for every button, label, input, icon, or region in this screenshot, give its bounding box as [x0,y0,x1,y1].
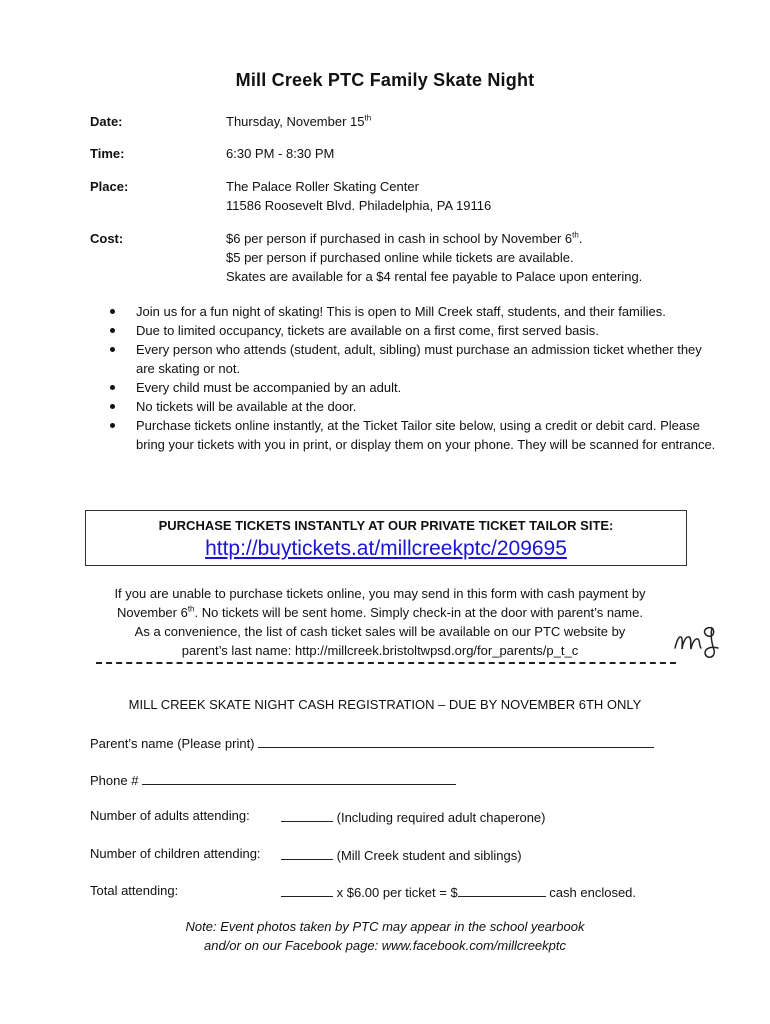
place-address: 11586 Roosevelt Blvd. Philadelphia, PA 19116 [226,198,492,213]
total-count-field[interactable] [281,883,333,897]
cost-skates: Skates are available for a $4 rental fee payable to Palace upon entering. [226,269,643,284]
total-price-text: x $6.00 per ticket = $ [336,885,458,900]
cash-instructions-line: parent’s last name: http://millcreek.bristoltwpsd.org/for_parents/p_t_c [181,643,579,658]
bullet-item: Due to limited occupancy, tickets are available on a first come, first served basis. [136,321,716,340]
cost-online: $5 per person if purchased online while tickets are available. [226,250,574,265]
total-row [281,883,636,900]
adults-count-field[interactable] [281,808,333,822]
ticket-box-heading: PURCHASE TICKETS INSTANTLY AT OUR PRIVATE TICKET TAILOR SITE: [158,518,614,533]
date-value: Thursday, November 15th [226,113,372,129]
bullet-item: Every person who attends (student, adult, sibling) must purchase an admission ticket whether they are skating or not. [136,340,716,378]
cash-instructions-line: If you are unable to purchase tickets online, you may send in this form with cash payment by [114,586,646,601]
date-label: Date: [90,114,123,129]
cash-instructions-line: November 6th. No tickets will be sent home. Simply check-in at the door with parent’s name. [117,604,643,620]
children-count-field[interactable] [281,846,333,860]
bullet-item: Purchase tickets online instantly, at the Ticket Tailor site below, using a credit or debit card. Please bring your tickets with you in print, or display them on your phone. They will be scanned for entrance. [136,418,716,452]
photo-note-line: Note: Event photos taken by PTC may appear in the school yearbook [185,919,585,934]
children-row [281,846,522,863]
parent-name-row [90,734,654,751]
cut-line [96,662,676,664]
time-label: Time: [90,146,125,161]
total-label: Total attending: [90,883,179,898]
adults-note: (Including required adult chaperone) [336,810,546,825]
phone-label: Phone # [90,773,139,788]
info-bullet-list [90,302,716,454]
cash-instructions [80,584,680,660]
cost-cash: $6 per person if purchased in cash in school by November 6th. [226,230,583,246]
adults-label: Number of adults attending: [90,808,250,823]
children-label: Number of children attending: [90,846,261,861]
page-title: Mill Creek PTC Family Skate Night [235,70,535,90]
photo-note-line: and/or on our Facebook page: www.facebook.com/millcreekptc [203,938,567,953]
phone-row [90,771,456,788]
ticket-purchase-box [85,510,687,566]
handwritten-initials [672,618,722,662]
registration-heading: MILL CREEK SKATE NIGHT CASH REGISTRATION – DUE BY NOVEMBER 6TH ONLY [128,697,642,712]
photo-note [0,917,770,955]
bullet-item: Join us for a fun night of skating! This is open to Mill Creek staff, students, and their families. [136,302,716,321]
phone-field[interactable] [142,771,456,785]
children-note: (Mill Creek student and siblings) [336,848,522,863]
bullet-item: No tickets will be available at the door. [136,397,716,416]
bullet-item: Every child must be accompanied by an adult. [136,378,716,397]
adults-row [281,808,545,825]
time-value: 6:30 PM - 8:30 PM [226,146,335,161]
cash-instructions-line: As a convenience, the list of cash ticket sales will be available on our PTC website by [134,624,626,639]
ticket-tailor-link[interactable]: http://buytickets.at/millcreekptc/209695 [205,537,567,560]
parent-name-field[interactable] [258,734,654,748]
total-end-text: cash enclosed. [549,885,637,900]
place-name: The Palace Roller Skating Center [226,179,419,194]
place-label: Place: [90,179,129,194]
parent-name-label: Parent’s name (Please print) [90,736,255,751]
cost-label: Cost: [90,231,124,246]
cash-amount-field[interactable] [458,883,546,897]
